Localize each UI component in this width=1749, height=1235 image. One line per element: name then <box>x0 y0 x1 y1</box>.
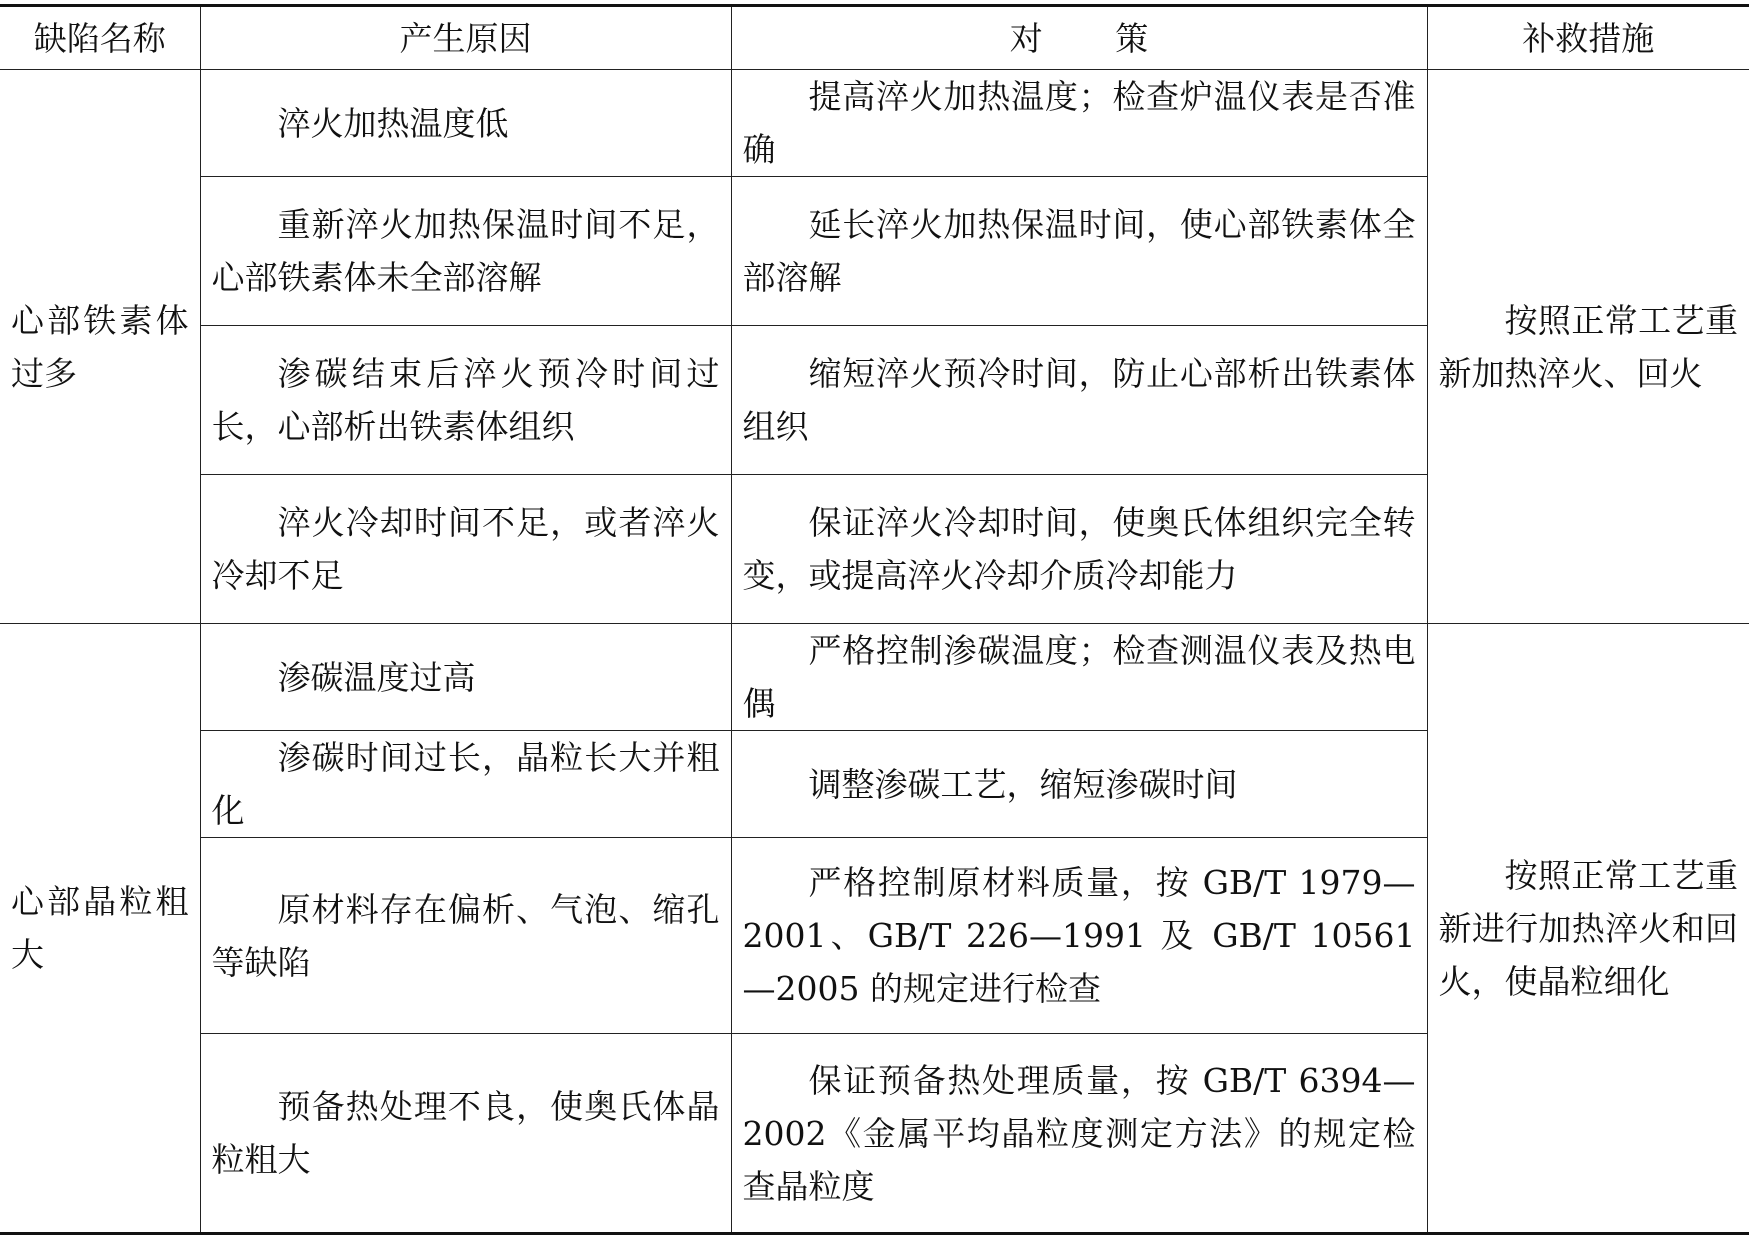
defect-table <box>0 4 1749 1235</box>
cause-text: 渗碳结束后淬火预冷时间过长，心部析出铁素体组织 <box>211 354 720 446</box>
cause-text: 原材料存在偏析、气泡、缩孔等缺陷 <box>211 889 720 982</box>
countermeasure-cell <box>731 624 1427 731</box>
defect-name-cell: 心部晶粒粗大 <box>0 624 200 1234</box>
cause-cell <box>200 1034 731 1234</box>
countermeasure-text: 提高淬火加热温度；检查炉温仪表是否准确 <box>742 77 1416 169</box>
header-countermeasure <box>731 6 1427 70</box>
table-header <box>0 6 1749 70</box>
cause-cell <box>200 177 731 326</box>
countermeasure-text: 严格控制渗碳温度；检查测温仪表及热电偶 <box>742 631 1416 723</box>
countermeasure-text: 保证淬火冷却时间，使奥氏体组织完全转变，或提高淬火冷却介质冷却能力 <box>742 503 1416 595</box>
cause-cell <box>200 731 731 838</box>
countermeasure-text: 缩短淬火预冷时间，防止心部析出铁素体组织 <box>742 354 1416 446</box>
table-row <box>0 70 1749 177</box>
table-row <box>0 624 1749 731</box>
countermeasure-text: 延长淬火加热保温时间，使心部铁素体全部溶解 <box>742 205 1416 297</box>
header-row <box>0 6 1749 70</box>
cause-cell <box>200 475 731 624</box>
countermeasure-cell <box>731 731 1427 838</box>
countermeasure-cell <box>731 1034 1427 1234</box>
countermeasure-text: 严格控制原材料质量，按 GB/T 1979—2001、GB/T 226—1991 及 GB/T 10561—2005 的规定进行检查 <box>742 863 1416 1008</box>
remedy-cell <box>1427 70 1749 624</box>
defect-name-cell: 心部铁素体过多 <box>0 70 200 624</box>
countermeasure-cell <box>731 326 1427 475</box>
remedy-cell <box>1427 624 1749 1234</box>
header-remedy: 补救措施 <box>1427 6 1749 70</box>
cause-text: 渗碳温度过高 <box>277 657 476 697</box>
cause-text: 渗碳时间过长，晶粒长大并粗化 <box>211 738 720 830</box>
cause-text: 淬火冷却时间不足，或者淬火冷却不足 <box>211 503 720 595</box>
cause-cell <box>200 624 731 731</box>
countermeasure-text: 调整渗碳工艺，缩短渗碳时间 <box>808 764 1238 804</box>
table-body <box>0 70 1749 1234</box>
countermeasure-cell <box>731 70 1427 177</box>
remedy-text: 按照正常工艺重新加热淬火、回火 <box>1438 300 1738 393</box>
header-cause: 产生原因 <box>200 6 731 70</box>
cause-text: 淬火加热温度低 <box>277 103 509 143</box>
cause-cell <box>200 70 731 177</box>
cause-cell <box>200 838 731 1034</box>
countermeasure-cell <box>731 838 1427 1034</box>
countermeasure-text: 保证预备热处理质量，按 GB/T 6394—2002《金属平均晶粒度测定方法》的规定检查晶粒度 <box>742 1060 1416 1206</box>
countermeasure-cell <box>731 475 1427 624</box>
countermeasure-cell <box>731 177 1427 326</box>
header-countermeasure-right: 策 <box>1115 18 1149 58</box>
cause-text: 重新淬火加热保温时间不足，心部铁素体未全部溶解 <box>211 205 720 297</box>
cause-cell <box>200 326 731 475</box>
remedy-text: 按照正常工艺重新进行加热淬火和回火，使晶粒细化 <box>1438 855 1738 1001</box>
header-countermeasure-left: 对 <box>1009 18 1043 58</box>
cause-text: 预备热处理不良，使奥氏体晶粒粗大 <box>211 1087 720 1179</box>
header-defect-name: 缺陷名称 <box>0 6 200 70</box>
